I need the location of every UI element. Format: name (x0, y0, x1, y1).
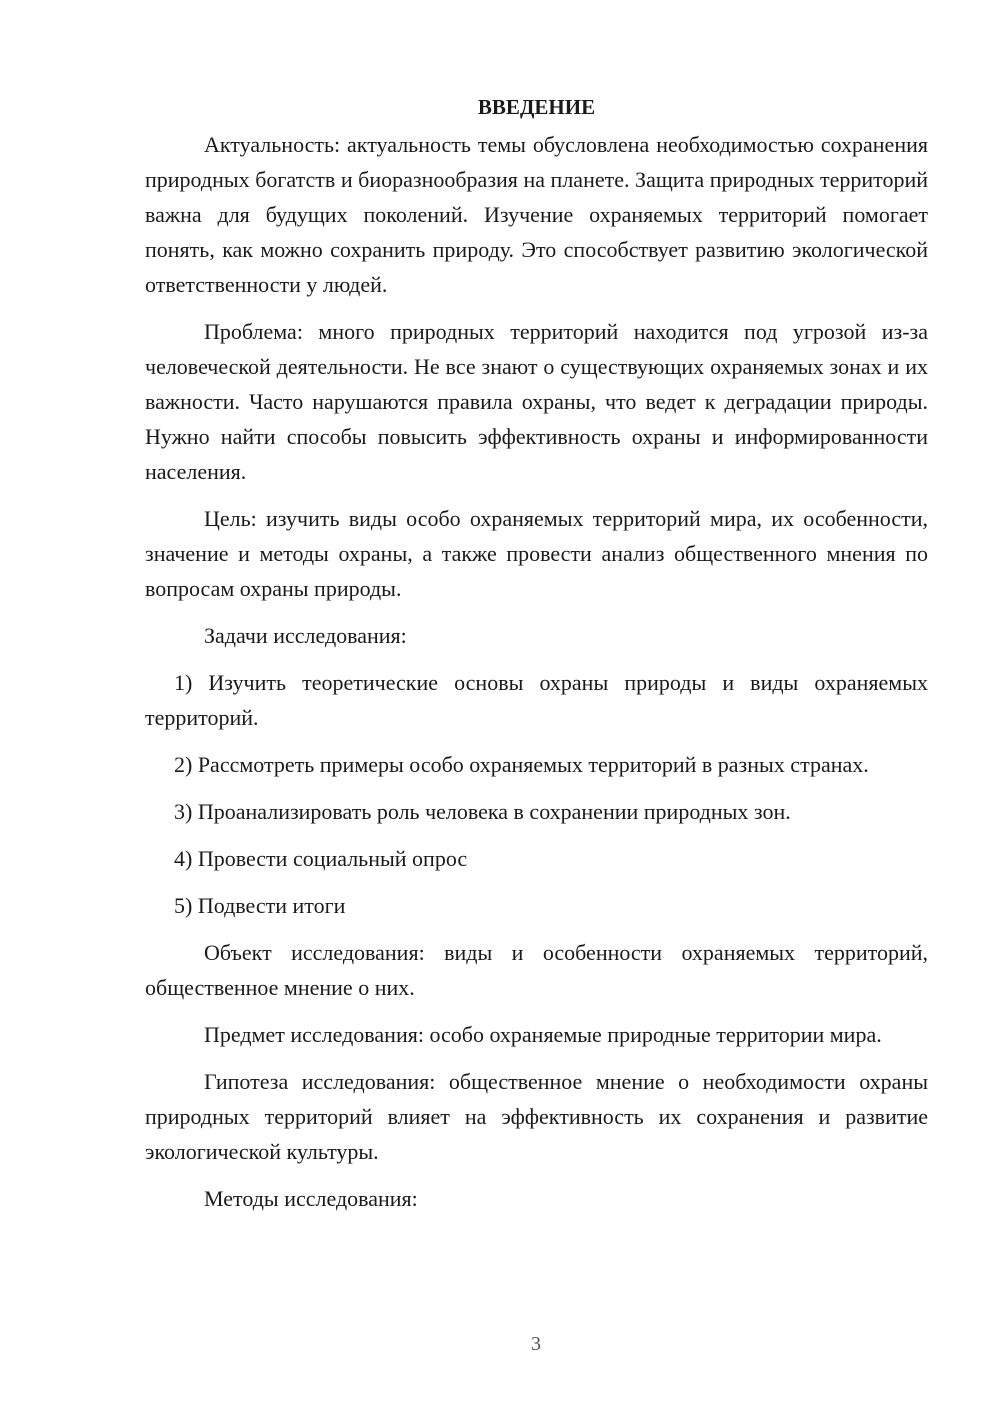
methods-heading: Методы исследования: (204, 1186, 418, 1211)
problem-paragraph: Проблема: много природных территорий находится под угрозой из-за человеческой деятельности. Не все знают о существующих охраняемых зонах и их важности. Часто нарушаются правила охраны, что ведет к деградации природы. Нужно найти способы повысить эффективность охраны и информированности населения. (145, 319, 928, 484)
goal-paragraph: Цель: изучить виды особо охраняемых территорий мира, их особенности, значение и методы охраны, а также провести анализ общественного мнения по вопросам охраны природы. (145, 506, 928, 601)
relevance-paragraph: Актуальность: актуальность темы обусловлена необходимостью сохранения природных богатств и биоразнообразия на планете. Защита природных территорий важна для будущих поколений. Изучение охраняемых территорий помогает понять, как можно сохранить природу. Это способствует развитию экологической ответственности у людей. (145, 132, 928, 297)
task-item-5: 5) Подвести итоги (174, 893, 346, 918)
page-title: ВВЕДЕНИЕ (477, 95, 596, 119)
object-paragraph: Объект исследования: виды и особенности охраняемых территорий, общественное мнение о них. (145, 940, 928, 1000)
subject-paragraph: Предмет исследования: особо охраняемые природные территории мира. (204, 1022, 882, 1047)
hypothesis-paragraph: Гипотеза исследования: общественное мнение о необходимости охраны природных территорий влияет на эффективность их сохранения и развитие экологической культуры. (145, 1069, 928, 1164)
task-item-3: 3) Проанализировать роль человека в сохранении природных зон. (174, 799, 791, 824)
task-item-4: 4) Провести социальный опрос (174, 846, 468, 871)
task-item-1: 1) Изучить теоретические основы охраны природы и виды охраняемых территорий. (145, 670, 928, 730)
document-page (145, 90, 928, 1216)
page-number: 3 (531, 1333, 541, 1355)
task-item-2: 2) Рассмотреть примеры особо охраняемых территорий в разных странах. (174, 752, 869, 777)
tasks-heading: Задачи исследования: (204, 623, 407, 648)
